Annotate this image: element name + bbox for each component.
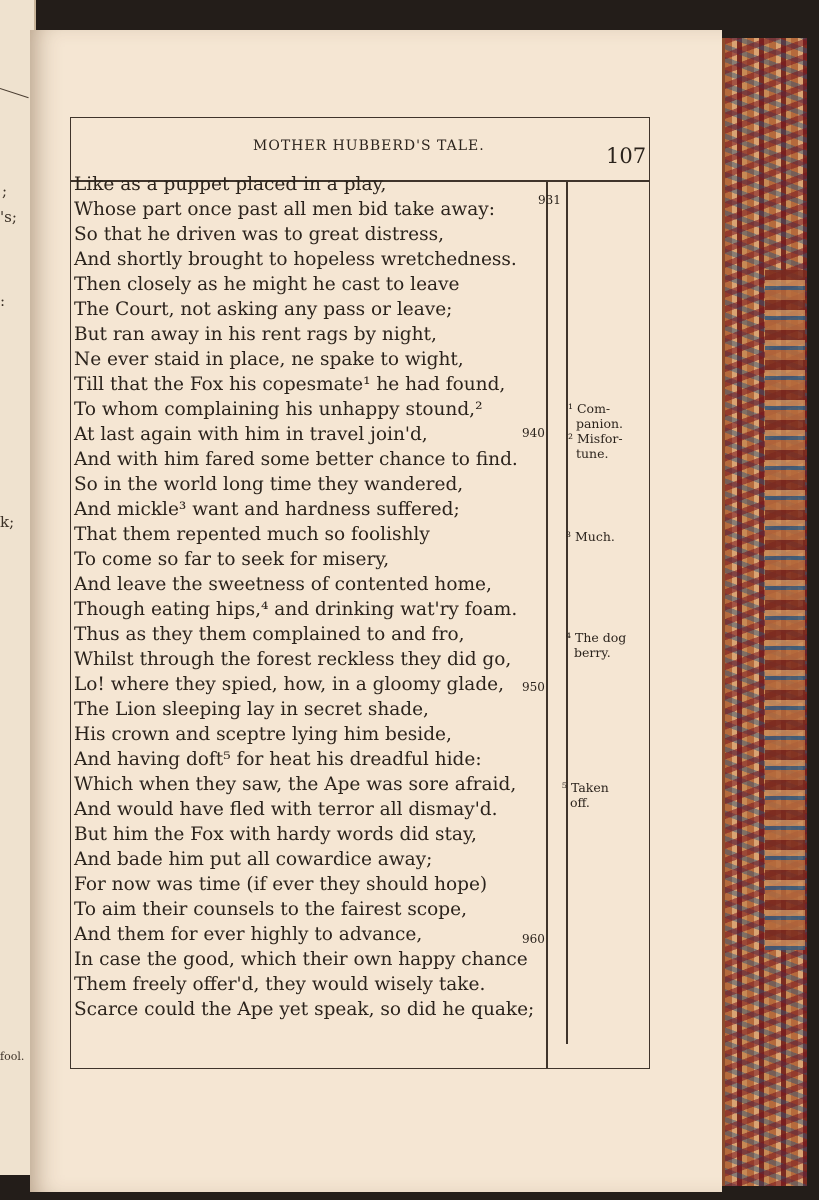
line-number: 931 — [538, 193, 561, 207]
verse-line: And them for ever highly to advance, — [74, 924, 423, 945]
line-number: 960 — [522, 932, 545, 946]
verse-line: Scarce could the Ape yet speak, so did he quake; — [74, 999, 535, 1020]
verse-line: Though eating hips,⁴ and drinking wat'ry foam. — [74, 599, 518, 620]
verse-line: Then closely as he might he cast to leave — [74, 274, 460, 295]
left-page-fragment: fool. — [0, 1050, 25, 1063]
footnote: ⁴ The dog berry. — [566, 630, 627, 660]
left-page-fragment: ; — [2, 182, 8, 200]
verse-line: So that he driven was to great distress, — [74, 224, 444, 245]
footnote: ³ Much. — [566, 529, 615, 544]
left-page-fragment: : — [0, 292, 6, 310]
verse-line: And mickle³ want and hardness suffered; — [74, 499, 460, 520]
verse-line: But him the Fox with hardy words did stay, — [74, 824, 477, 845]
verse-line: Whose part once past all men bid take away: — [74, 199, 495, 220]
verse-line: But ran away in his rent rags by night, — [74, 324, 437, 345]
verse-line: And with him fared some better chance to find. — [74, 449, 518, 470]
page-number: 107 — [606, 144, 647, 168]
line-number: 940 — [522, 426, 545, 440]
verse-line: And leave the sweetness of contented home, — [74, 574, 492, 595]
notes-column-rule — [566, 180, 568, 1044]
verse-line: His crown and sceptre lying him beside, — [74, 724, 452, 745]
verse-line: Like as a puppet placed in a play, — [74, 174, 387, 195]
verse-line: And bade him put all cowardice away; — [74, 849, 433, 870]
verse-line: So in the world long time they wandered, — [74, 474, 464, 495]
verse-line: To whom complaining his unhappy stound,² — [74, 399, 483, 420]
footnote: ² Misfor- tune. — [568, 431, 623, 461]
line-number-column-rule — [546, 180, 548, 1068]
verse-line: To come so far to seek for misery, — [74, 549, 390, 570]
left-page-fragment: 's; — [0, 208, 17, 226]
left-page-rule — [0, 88, 29, 98]
verse-line: Thus as they them complained to and fro, — [74, 624, 465, 645]
footnote: ¹ Com- panion. — [568, 401, 623, 431]
verse-line: Lo! where they spied, how, in a gloomy glade, — [74, 674, 504, 695]
verse-line: At last again with him in travel join'd, — [74, 424, 428, 445]
verse-line: The Lion sleeping lay in secret shade, — [74, 699, 429, 720]
footnote: ⁵ Taken off. — [562, 780, 609, 810]
verse-line: Till that the Fox his copesmate¹ he had found, — [74, 374, 506, 395]
verse-line: In case the good, which their own happy chance — [74, 949, 528, 970]
line-number: 950 — [522, 680, 545, 694]
leather-binding — [765, 270, 805, 950]
verse-line: Ne ever staid in place, ne spake to wight, — [74, 349, 464, 370]
verse-line: And shortly brought to hopeless wretchedness. — [74, 249, 517, 270]
verse-line: Which when they saw, the Ape was sore afraid, — [74, 774, 517, 795]
verse-line: Whilst through the forest reckless they did go, — [74, 649, 512, 670]
left-page-fragment: k; — [0, 513, 15, 531]
verse-line: And would have fled with terror all dismay'd. — [74, 799, 498, 820]
running-head: MOTHER HUBBERD'S TALE. — [253, 138, 485, 154]
verse-line: To aim their counsels to the fairest scope, — [74, 899, 467, 920]
verse-line: And having doft⁵ for heat his dreadful hide: — [74, 749, 482, 770]
verse-line: That them repented much so foolishly — [74, 524, 430, 545]
verse-line: The Court, not asking any pass or leave; — [74, 299, 453, 320]
verse-line: Them freely offer'd, they would wisely take. — [74, 974, 486, 995]
verse-line: For now was time (if ever they should hope) — [74, 874, 488, 895]
